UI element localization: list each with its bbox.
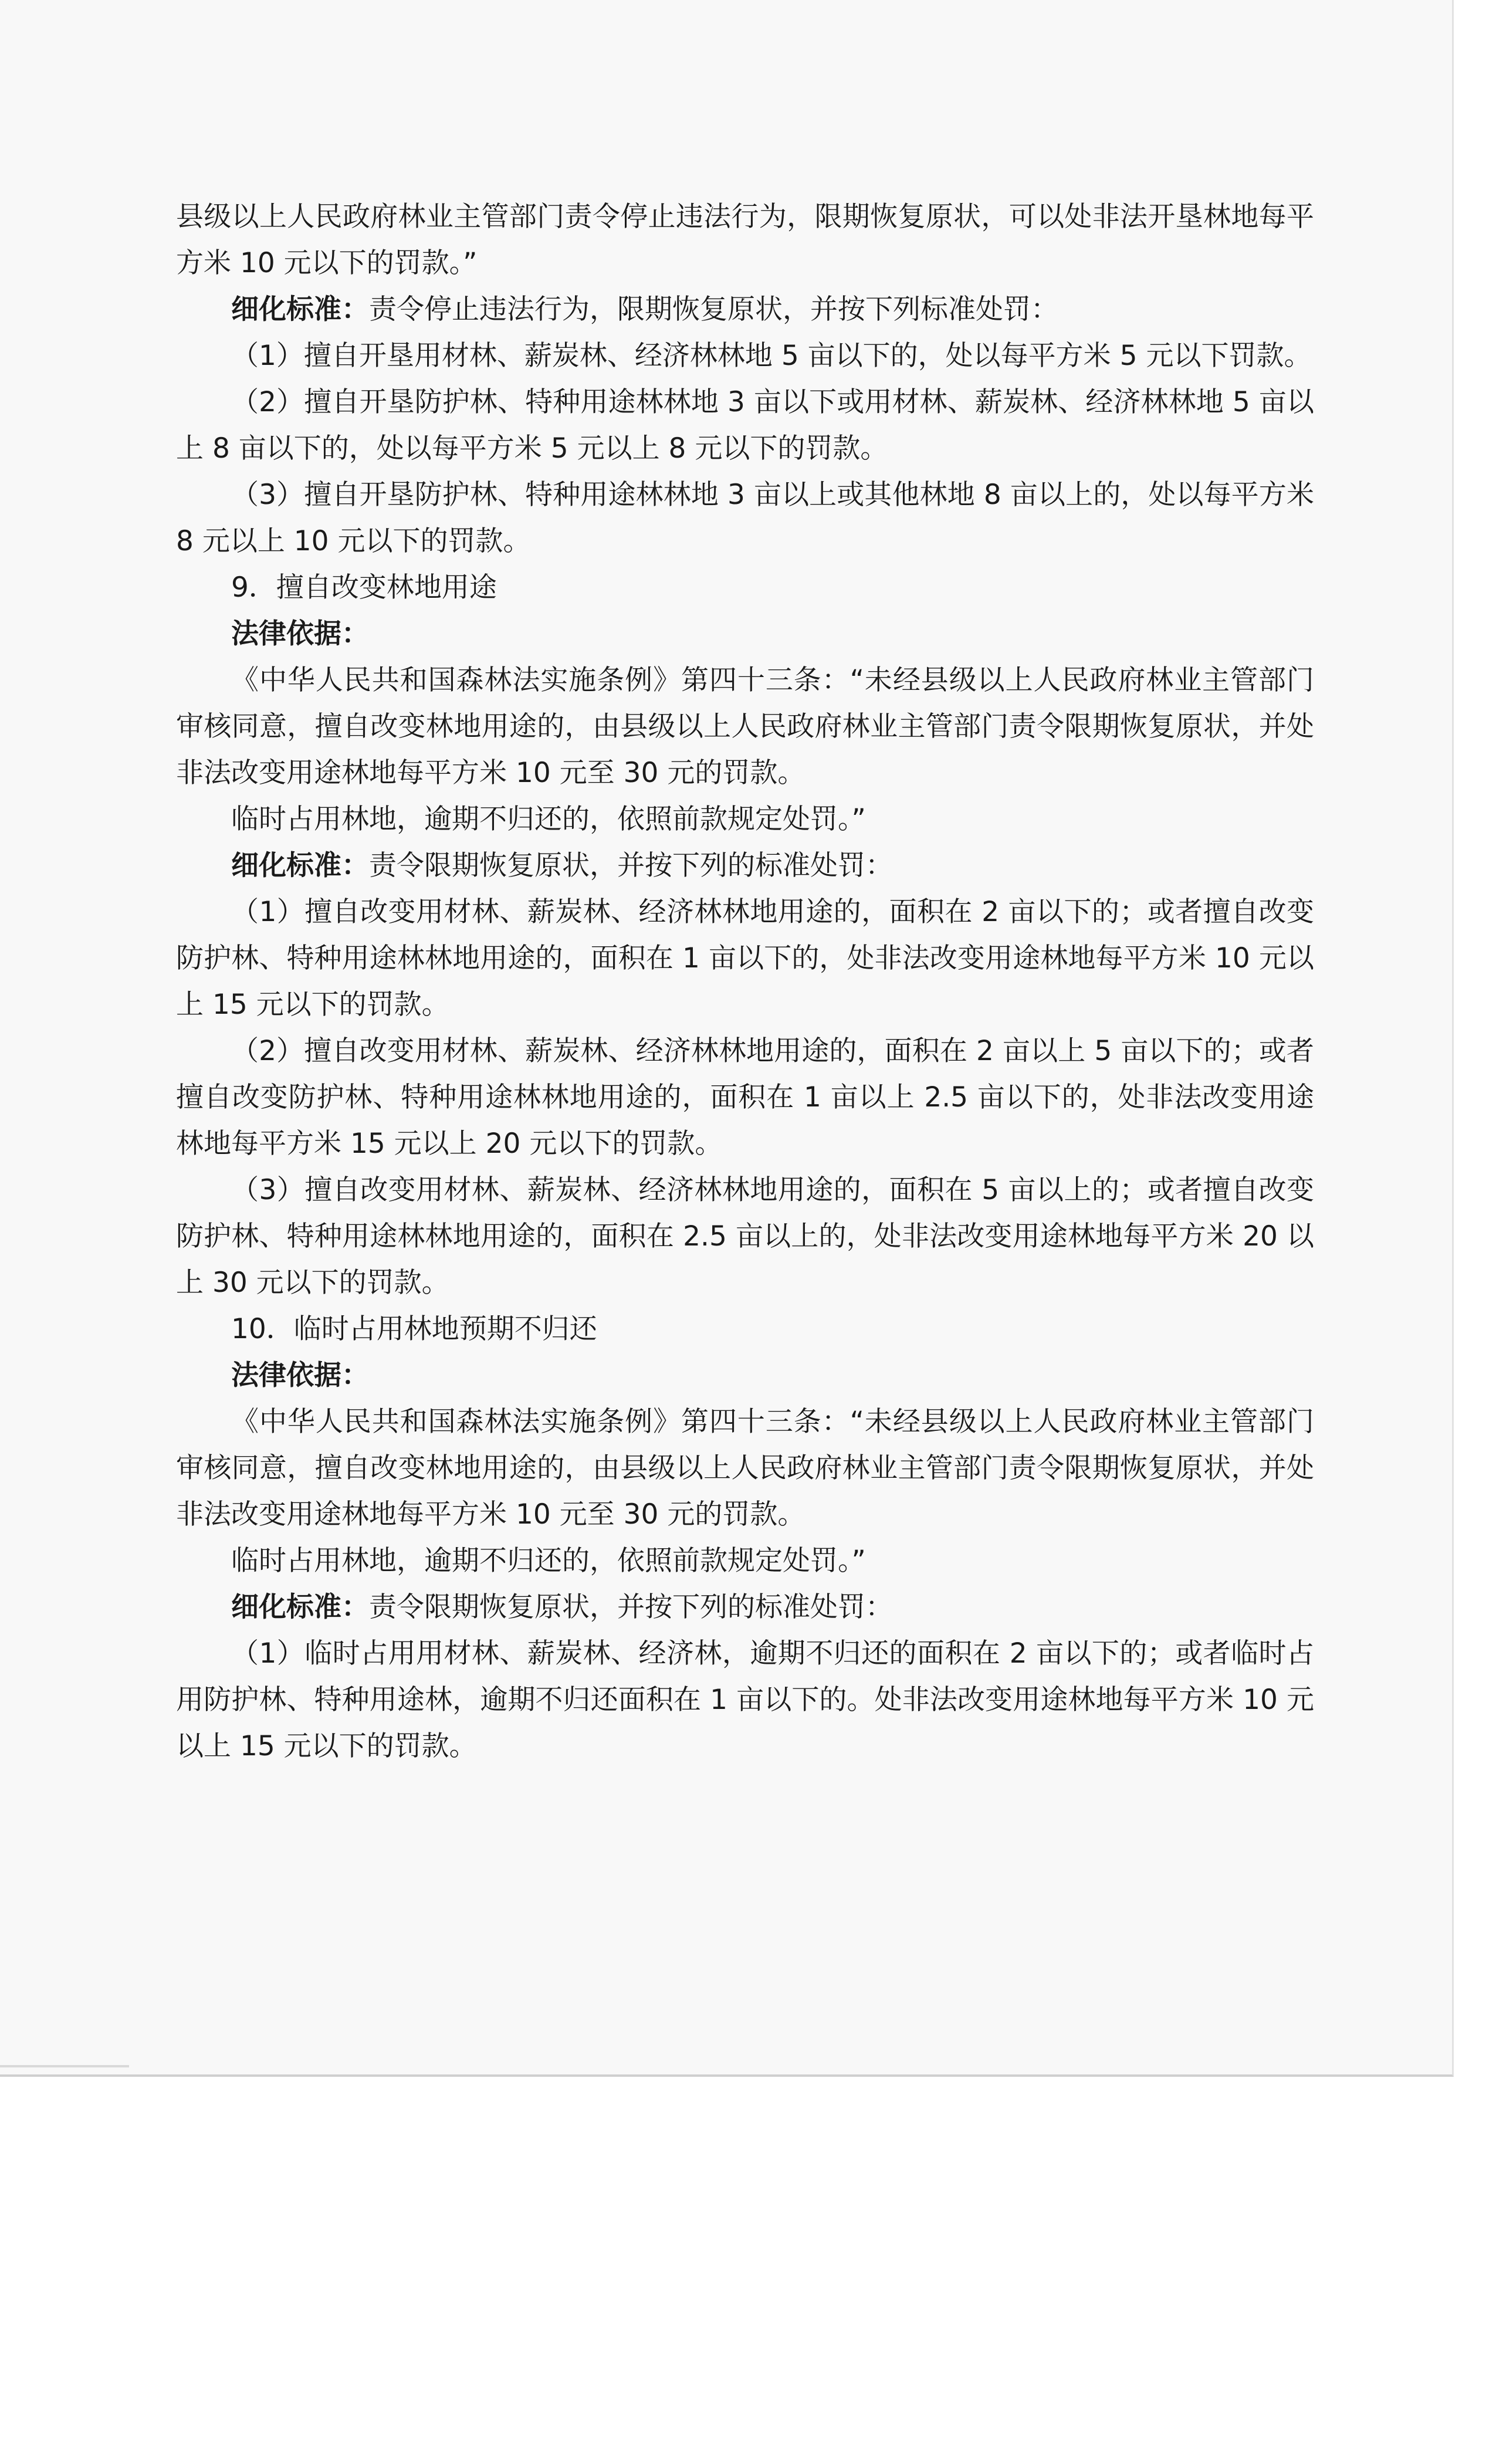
paragraph-10 (176, 842, 1314, 889)
paragraph-16-text: 《中华人民共和国森林法实施条例》第四十三条：“未经县级以上人民政府林业主管部门审核同意，擅自改变林地用途的，由县级以上人民政府林业主管部门责令限期恢复原状，并处非法改变用途林地每平方米 10 元至 30 元的罚款。 (176, 1406, 1314, 1531)
section-heading-10 (176, 1306, 1314, 1352)
legal-basis-label-1: 法律依据： (231, 618, 369, 650)
paragraph-19 (176, 1630, 1314, 1769)
paragraph-1-text: 县级以上人民政府林业主管部门责令停止违法行为，限期恢复原状，可以处非法开垦林地每平方米 10 元以下的罚款。” (176, 201, 1314, 279)
paragraph-4-text: （2）擅自开垦防护林、特种用途林林地 3 亩以下或用材林、薪炭林、经济林林地 5 亩以上 8 亩以下的，处以每平方米 5 元以上 8 元以下的罚款。 (176, 386, 1314, 465)
section-heading-9-text: 9．擅自改变林地用途 (231, 571, 497, 604)
paragraph-10-text: 责令限期恢复原状，并按下列的标准处罚： (369, 849, 893, 882)
paragraph-18-text: 责令限期恢复原状，并按下列的标准处罚： (369, 1591, 893, 1623)
paragraph-8 (176, 657, 1314, 796)
paragraph-18-label: 细化标准： (231, 1591, 369, 1623)
paragraph-9-text: 临时占用林地，逾期不归还的，依照前款规定处罚。” (231, 803, 866, 835)
paragraph-2-text: 责令停止违法行为，限期恢复原状，并按下列标准处罚： (369, 293, 1058, 326)
section-heading-9 (176, 564, 1314, 611)
paragraph-12-text: （2）擅自改变用材林、薪炭林、经济林林地用途的，面积在 2 亩以上 5 亩以下的；或者擅自改变防护林、特种用途林林地用途的，面积在 1 亩以上 2.5 亩以下的，处非法改变用途林地每平方米 15 元以上 20 元以下的罚款。 (176, 1035, 1314, 1160)
paragraph-5 (176, 472, 1323, 564)
scan-shadow-edge (0, 2065, 129, 2067)
paragraph-8-text: 《中华人民共和国森林法实施条例》第四十三条：“未经县级以上人民政府林业主管部门审核同意，擅自改变林地用途的，由县级以上人民政府林业主管部门责令限期恢复原状，并处非法改变用途林地每平方米 10 元至 30 元的罚款。 (176, 664, 1314, 789)
paragraph-2 (176, 286, 1314, 333)
paragraph-3-text: （1）擅自开垦用材林、薪炭林、经济林林地 5 亩以下的，处以每平方米 5 元以下罚款。 (231, 340, 1312, 372)
paragraph-13 (176, 1167, 1314, 1306)
paragraph-11-text: （1）擅自改变用材林、薪炭林、经济林林地用途的，面积在 2 亩以下的；或者擅自改变防护林、特种用途林林地用途的，面积在 1 亩以下的，处非法改变用途林地每平方米 10 元以上 15 元以下的罚款。 (176, 896, 1314, 1021)
legal-basis-label-2: 法律依据： (231, 1359, 369, 1392)
paragraph-18 (176, 1584, 1314, 1630)
paragraph-19-text: （1）临时占用用材林、薪炭林、经济林，逾期不归还的面积在 2 亩以下的；或者临时占用防护林、特种用途林，逾期不归还面积在 1 亩以下的。处非法改变用途林地每平方米 10 元以上 15 元以下的罚款。 (176, 1637, 1314, 1762)
paragraph-1 (176, 194, 1314, 286)
legal-basis-heading-1 (176, 611, 1314, 657)
paragraph-11 (176, 889, 1314, 1028)
document-body (176, 194, 1323, 1769)
paragraph-16 (176, 1399, 1314, 1538)
paragraph-2-label: 细化标准： (231, 293, 369, 326)
paragraph-9 (176, 796, 1314, 842)
section-heading-10-text: 10．临时占用林地预期不归还 (231, 1313, 597, 1345)
paragraph-10-label: 细化标准： (231, 849, 369, 882)
paragraph-17-text: 临时占用林地，逾期不归还的，依照前款规定处罚。” (231, 1545, 866, 1577)
paragraph-12 (176, 1028, 1314, 1167)
paragraph-5-text: （3）擅自开垦防护林、特种用途林林地 3 亩以上或其他林地 8 亩以上的，处以每平方米 8 元以上 10 元以下的罚款。 (176, 479, 1323, 557)
paragraph-3 (176, 333, 1314, 379)
paragraph-4 (176, 379, 1314, 472)
paragraph-17 (176, 1538, 1314, 1584)
legal-basis-heading-2 (176, 1352, 1314, 1399)
paragraph-13-text: （3）擅自改变用材林、薪炭林、经济林林地用途的，面积在 5 亩以上的；或者擅自改变防护林、特种用途林林地用途的，面积在 2.5 亩以上的，处非法改变用途林地每平方米 20 以上 30 元以下的罚款。 (176, 1174, 1314, 1299)
